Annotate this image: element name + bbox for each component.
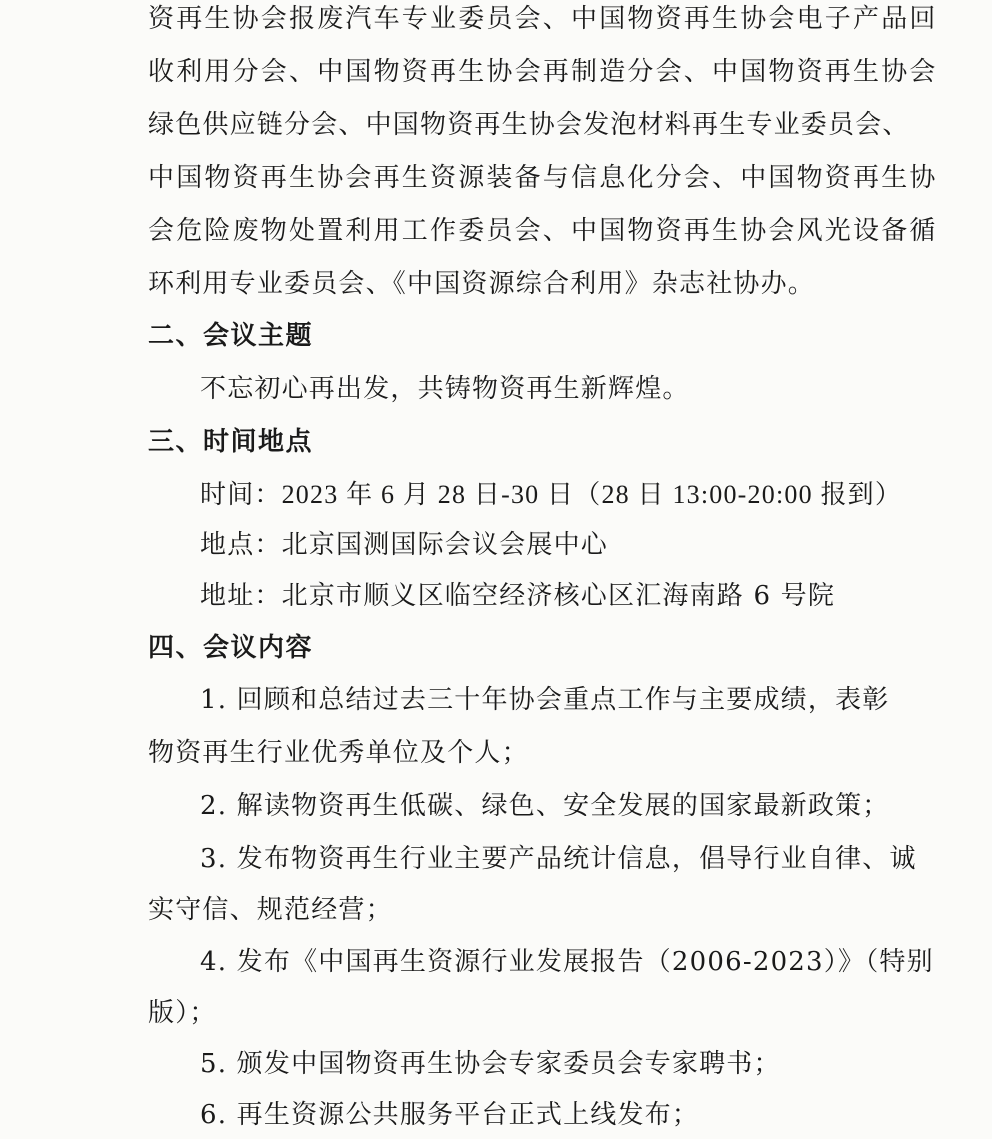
content-item-5: 5. 颁发中国物资再生协会专家委员会专家聘书；	[200, 1049, 781, 1079]
intro-line-1: 资再生协会报废汽车专业委员会、中国物资再生协会电子产品回	[148, 4, 938, 34]
section-heading-time-place: 三、时间地点	[148, 427, 314, 457]
intro-line-2: 收利用分会、中国物资再生协会再制造分会、中国物资再生协会	[148, 57, 938, 87]
content-item-4-line-2: 版）；	[148, 998, 217, 1028]
content-item-1-line-2: 物资再生行业优秀单位及个人；	[148, 738, 529, 768]
content-item-4-line-1: 4. 发布《中国再生资源行业发展报告（2006-2023）》（特别	[200, 947, 934, 977]
place-text: 地点：北京国测国际会议会展中心	[200, 530, 609, 560]
content-item-2: 2. 解读物资再生低碳、绿色、安全发展的国家最新政策；	[200, 791, 890, 821]
theme-text: 不忘初心再出发，共铸物资再生新辉煌。	[200, 374, 690, 404]
content-item-1-line-1: 1. 回顾和总结过去三十年协会重点工作与主要成绩，表彰	[200, 685, 890, 715]
time-text: 时间：2023 年 6 月 28 日-30 日（28 日 13:00-20:00 报到）	[200, 480, 903, 509]
section-heading-content: 四、会议内容	[148, 633, 314, 663]
section-heading-theme: 二、会议主题	[148, 321, 314, 351]
intro-line-3: 绿色供应链分会、中国物资再生协会发泡材料再生专业委员会、	[148, 110, 910, 140]
intro-line-5: 会危险废物处置利用工作委员会、中国物资再生协会风光设备循	[148, 216, 938, 246]
content-item-3-line-1: 3. 发布物资再生行业主要产品统计信息，倡导行业自律、诚	[200, 844, 917, 874]
intro-line-6: 环利用专业委员会、《中国资源综合利用》杂志社协办。	[148, 269, 816, 299]
content-item-3-line-2: 实守信、规范经营；	[148, 895, 393, 925]
content-item-6: 6. 再生资源公共服务平台正式上线发布；	[200, 1100, 700, 1130]
address-text: 地址：北京市顺义区临空经济核心区汇海南路 6 号院	[200, 581, 836, 611]
intro-line-4: 中国物资再生协会再生资源装备与信息化分会、中国物资再生协	[148, 163, 938, 193]
